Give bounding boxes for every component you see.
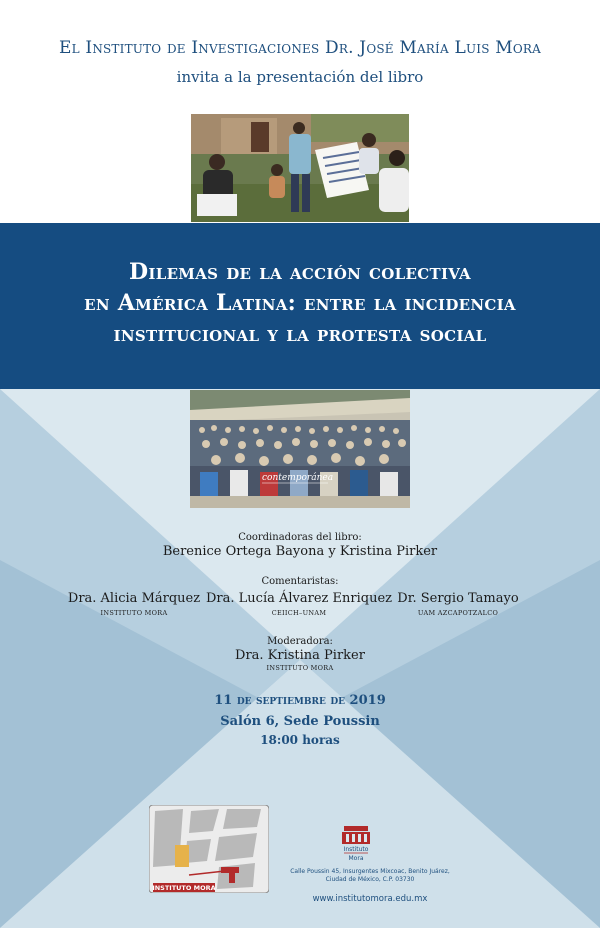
commentator-3-affiliation: UAM AZCAPOTZALCO [417,609,499,617]
event-place: Salón 6, Sede Poussin [220,714,380,729]
institute-heading: El Instituto de Investigaciones Dr. José María Luis Mora [59,38,541,58]
photo-caption: contemporánea [262,473,334,483]
logo-line-2: Mora [348,855,364,862]
commentator-2 [204,591,394,617]
book-title-line-2: en América Latina: entre la incidencia [84,290,516,316]
location-map [149,805,269,893]
book-title-line-3: institucional y la protesta social [113,321,487,347]
address-line-1: Calle Poussin 45, Insurgentes Mixcoac, Benito Juárez, [290,868,450,875]
commentator-2-name: Dra. Lucía Álvarez Enriquez [206,591,392,606]
commentators-label: Comentaristas: [261,576,339,587]
logo-line-1: Instituto [343,846,369,853]
coordinators-label: Coordinadoras del libro: [238,532,362,543]
address [282,868,458,884]
crowd-assembly-photo [190,390,410,508]
book-title-line-1: Dilemas de la acción colectiva [129,259,471,285]
map-label: INSTITUTO MORA [152,884,216,892]
event-time: 18:00 horas [260,733,340,747]
commentator-1 [64,591,204,617]
address-line-2: Ciudad de México, C.P. 03730 [325,876,415,883]
commentator-1-affiliation: INSTITUTO MORA [100,609,168,617]
commentator-1-name: Dra. Alicia Márquez [67,591,201,606]
book-title [0,257,600,350]
commentator-3 [393,591,523,617]
moderator-affiliation: INSTITUTO MORA [266,664,334,672]
moderator-name: Dra. Kristina Pirker [235,648,365,663]
website-link[interactable]: www.institutomora.edu.mx [312,894,428,904]
invitation-text: invita a la presentación del libro [176,68,424,86]
community-meeting-photo [191,114,409,222]
instituto-mora-logo [336,822,376,862]
event-date: 11 de septiembre de 2019 [214,693,386,708]
coordinators-names: Berenice Ortega Bayona y Kristina Pirker [162,544,438,559]
commentator-3-name: Dr. Sergio Tamayo [397,591,519,606]
commentator-2-affiliation: CEIICH–UNAM [271,609,327,617]
moderator-label: Moderadora: [267,636,333,647]
